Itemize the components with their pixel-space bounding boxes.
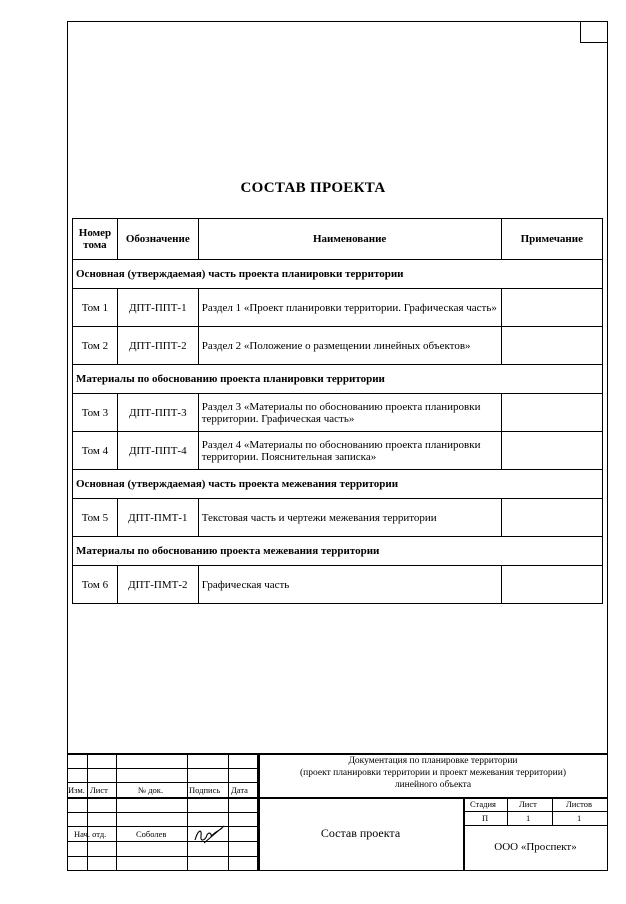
sheet-title: Состав проекта — [320, 826, 401, 840]
col-date-label: Дата — [231, 785, 248, 795]
sheets-value: 1 — [577, 813, 582, 823]
section-title: Основная (утверждаемая) часть проекта планировки территории — [73, 260, 603, 289]
designation: ДПТ-ПМТ-2 — [117, 566, 198, 604]
header-volume-number: Номер тома — [73, 219, 118, 260]
table-row — [73, 289, 603, 327]
volume-number: Том 3 — [73, 394, 118, 432]
doc-name-line-2: (проект планировки территории и проект межевания территории) — [300, 768, 566, 778]
volume-number: Том 5 — [73, 499, 118, 537]
sheet-label: Лист — [519, 799, 537, 809]
volume-number: Том 4 — [73, 432, 118, 470]
table-row — [73, 432, 603, 470]
company-name: ООО «Проспект» — [494, 841, 577, 853]
volume-name: Графическая часть — [198, 566, 501, 604]
designation: ДПТ-ППТ-3 — [117, 394, 198, 432]
volume-name: Раздел 3 «Материалы по обоснованию проекта планировки территории. Графическая часть» — [198, 394, 501, 432]
section-row — [73, 470, 603, 499]
sheet-number-box — [580, 21, 608, 43]
col-list-label: Лист — [90, 785, 108, 795]
sheet-value: 1 — [526, 813, 531, 823]
note — [501, 289, 602, 327]
note — [501, 566, 602, 604]
volume-number: Том 6 — [73, 566, 118, 604]
volume-name: Раздел 1 «Проект планировки территории. Графическая часть» — [198, 289, 501, 327]
section-title: Материалы по обоснованию проекта планировки территории — [73, 365, 603, 394]
table-row — [73, 499, 603, 537]
note — [501, 432, 602, 470]
document-name — [258, 755, 608, 791]
designation: ДПТ-ПМТ-1 — [117, 499, 198, 537]
stage-label: Стадия — [470, 799, 496, 809]
table-body — [73, 260, 603, 604]
header-name: Наименование — [198, 219, 501, 260]
note — [501, 394, 602, 432]
section-title: Материалы по обоснованию проекта межевания территории — [73, 537, 603, 566]
table-row — [73, 394, 603, 432]
designation: ДПТ-ППТ-2 — [117, 327, 198, 365]
col-sign-label: Подпись — [189, 785, 221, 795]
col-izm-label: Изм. — [68, 785, 85, 795]
table-row — [73, 327, 603, 365]
designation: ДПТ-ППТ-1 — [117, 289, 198, 327]
note — [501, 327, 602, 365]
designation: ДПТ-ППТ-4 — [117, 432, 198, 470]
person-name: Соболев — [136, 829, 167, 839]
section-row — [73, 537, 603, 566]
volume-name: Раздел 2 «Положение о размещении линейных объектов» — [198, 327, 501, 365]
volume-name: Текстовая часть и чертежи межевания территории — [198, 499, 501, 537]
sheets-label: Листов — [566, 799, 592, 809]
table-row — [73, 566, 603, 604]
doc-name-line-1: Документация по планировке территории — [348, 756, 518, 766]
stage-value: П — [482, 813, 489, 823]
header-designation: Обозначение — [117, 219, 198, 260]
doc-name-line-3: линейного объекта — [394, 780, 472, 790]
signature — [192, 822, 228, 848]
note — [501, 499, 602, 537]
col-doc-label: № док. — [138, 785, 164, 795]
composition-table — [72, 218, 603, 604]
section-row — [73, 260, 603, 289]
volume-number: Том 1 — [73, 289, 118, 327]
volume-name: Раздел 4 «Материалы по обоснованию проекта планировки территории. Пояснительная записка» — [198, 432, 501, 470]
volume-number: Том 2 — [73, 327, 118, 365]
page-title: СОСТАВ ПРОЕКТА — [240, 180, 386, 196]
table-header-row — [73, 219, 603, 260]
section-title: Основная (утверждаемая) часть проекта межевания территории — [73, 470, 603, 499]
header-note: Примечание — [501, 219, 602, 260]
role-label: Нач. отд. — [74, 829, 107, 839]
section-row — [73, 365, 603, 394]
